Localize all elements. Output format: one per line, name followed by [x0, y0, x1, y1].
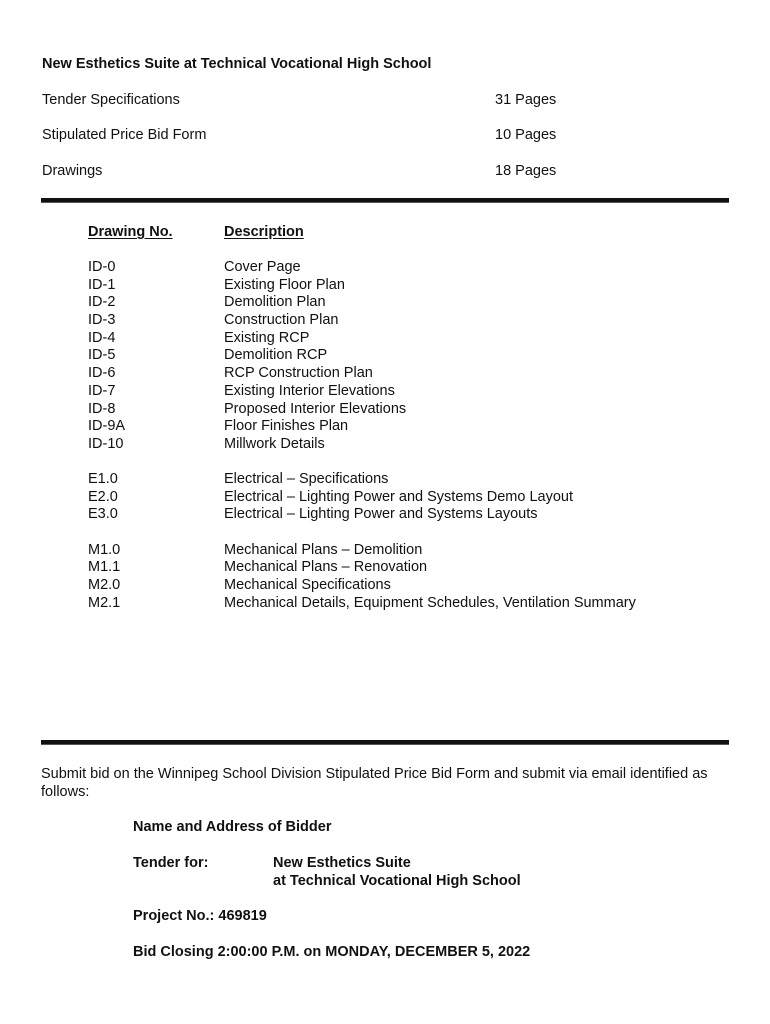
drawing-number: M1.0: [88, 541, 121, 558]
drawing-number: M1.1: [88, 559, 121, 576]
drawing-number: ID-0: [88, 259, 116, 275]
drawing-number: ID-3: [88, 312, 116, 329]
drawing-row: [88, 471, 708, 489]
drawing-description: Mechanical Specifications: [224, 577, 391, 593]
drawing-row: [88, 577, 708, 595]
drawing-number: ID-1: [88, 276, 116, 293]
drawing-no-header: Drawing No.: [88, 224, 173, 240]
drawing-row: [88, 506, 708, 524]
drawing-number: ID-6: [88, 365, 116, 382]
tender-line-1: New Esthetics Suite: [273, 855, 411, 871]
description-header: Description: [224, 224, 304, 240]
drawing-number: E1.0: [88, 471, 118, 488]
drawing-number: ID-8: [88, 400, 116, 417]
drawing-description: Existing RCP: [224, 329, 310, 346]
drawing-description: Electrical – Lighting Power and Systems Demo Layout: [224, 488, 573, 505]
drawing-description: RCP Construction Plan: [224, 365, 373, 382]
drawing-row: [88, 418, 708, 436]
drawing-number: ID-10: [88, 435, 124, 452]
divider-top: [41, 198, 729, 203]
document-name: Tender Specifications: [42, 92, 180, 108]
drawing-number: ID-2: [88, 294, 116, 311]
drawing-description: Cover Page: [224, 259, 301, 275]
drawing-row: [88, 365, 708, 383]
drawing-description: Proposed Interior Elevations: [224, 400, 407, 417]
drawing-number: M2.0: [88, 577, 121, 593]
drawing-row: [88, 542, 708, 560]
drawing-number: ID-9A: [88, 418, 126, 435]
bid-closing: Bid Closing 2:00:00 P.M. on MONDAY, DECEMBER 5, 2022: [133, 944, 531, 960]
drawing-row: [88, 347, 708, 365]
drawing-description: Mechanical Plans – Demolition: [224, 541, 423, 558]
drawing-row: [88, 312, 708, 330]
project-number: Project No.: 469819: [133, 908, 267, 924]
drawing-row: [88, 436, 708, 454]
drawing-description: Floor Finishes Plan: [224, 418, 349, 435]
drawing-row: [88, 595, 708, 613]
submission-instructions: Submit bid on the Winnipeg School Division Stipulated Price Bid Form and submit via email identified as follows:: [41, 766, 708, 800]
drawing-row: [88, 489, 708, 507]
drawing-description: Electrical – Specifications: [224, 471, 389, 488]
drawing-description: Demolition RCP: [224, 347, 328, 364]
drawing-description: Existing Interior Elevations: [224, 382, 395, 399]
drawing-number: ID-4: [88, 329, 116, 346]
tender-label: Tender for:: [133, 855, 209, 871]
drawing-number: ID-7: [88, 382, 116, 399]
drawing-row: [88, 294, 708, 312]
drawing-list: [88, 259, 708, 630]
drawing-group: [88, 259, 708, 454]
document-name: Stipulated Price Bid Form: [42, 127, 207, 143]
drawing-number: M2.1: [88, 594, 121, 611]
drawing-row: [88, 330, 708, 348]
bidder-label: Name and Address of Bidder: [133, 819, 332, 835]
drawing-row: [88, 277, 708, 295]
document-pages: 10 Pages: [495, 127, 557, 143]
document-pages: 31 Pages: [495, 92, 557, 108]
tender-line-2: at Technical Vocational High School: [273, 873, 521, 889]
drawing-row: [88, 259, 708, 277]
drawing-description: Existing Floor Plan: [224, 276, 345, 293]
drawing-number: E2.0: [88, 488, 118, 505]
project-title: New Esthetics Suite at Technical Vocational High School: [42, 56, 432, 72]
drawing-group: [88, 471, 708, 524]
drawing-row: [88, 401, 708, 419]
document-pages: 18 Pages: [495, 163, 557, 179]
drawing-row: [88, 559, 708, 577]
drawing-number: E3.0: [88, 506, 118, 523]
divider-bottom: [41, 740, 729, 745]
drawing-description: Electrical – Lighting Power and Systems Layouts: [224, 506, 538, 523]
drawing-row: [88, 383, 708, 401]
drawing-description: Mechanical Plans – Renovation: [224, 559, 428, 576]
drawing-description: Millwork Details: [224, 435, 325, 452]
drawing-group: [88, 542, 708, 613]
document-name: Drawings: [42, 163, 103, 179]
drawing-description: Mechanical Details, Equipment Schedules, Ventilation Summary: [224, 594, 636, 611]
drawing-description: Construction Plan: [224, 312, 339, 329]
drawing-number: ID-5: [88, 347, 116, 364]
drawing-description: Demolition Plan: [224, 294, 326, 311]
